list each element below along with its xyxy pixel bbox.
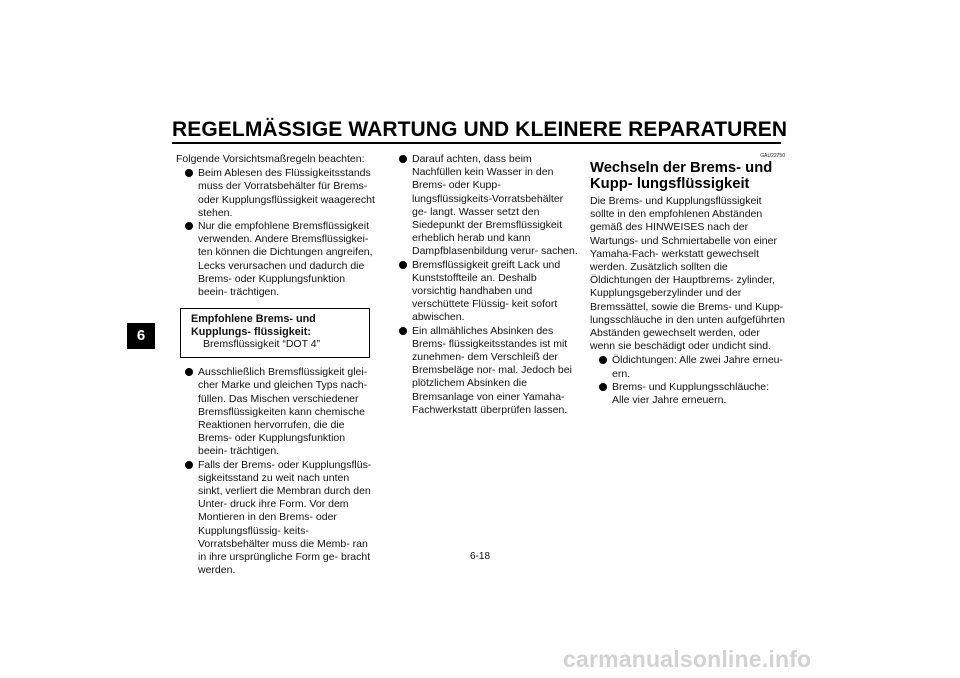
list-item: Ausschließlich Bremsflüssigkeit glei- cher Marke und gleichen Typs nach- füllen. Das Mischen verschiedener Bremsflüssigkeiten kann chemische Reaktionen hervorrufen, die die Brems- oder Kupplungsfunktion beein- trächtigen. (176, 366, 376, 458)
list-item: Darauf achten, dass beim Nachfüllen kein Wasser in den Brems- oder Kupp- lungsflüssigkeits-Vorratsbehälter ge- langt. Wasser setzt den Siedepunkt der Bremsflüssigkeit erheblich herab und kann Dampfblasenbildung verur- sachen. (390, 153, 578, 259)
list-item: Beim Ablesen des Flüssigkeitsstands muss der Vorratsbehälter für Brems- oder Kupplungsflüssigkeit waagerecht stehen. (176, 167, 376, 220)
precaution-list-3 (390, 153, 578, 417)
chapter-tab: 6 (127, 323, 155, 349)
bullet-icon (399, 327, 407, 335)
column-3 (590, 153, 785, 407)
bullet-icon (185, 169, 193, 177)
bullet-icon (599, 356, 607, 364)
bullet-icon (185, 368, 193, 376)
reference-code: GAU22750 (760, 153, 785, 159)
watermark-text: carmanualsonline.info (563, 646, 812, 672)
page-title: REGELMÄSSIGE WARTUNG UND KLEINERE REPARATUREN (172, 118, 788, 141)
list-item: Brems- und Kupplungsschläuche: Alle vier Jahre erneuern. (590, 381, 785, 407)
bullet-icon (399, 261, 407, 269)
intro-text: Folgende Vorsichtsmaßregeln beachten: (176, 153, 365, 165)
bullet-icon (399, 155, 407, 163)
bullet-icon (185, 222, 193, 230)
bullet-icon (599, 383, 607, 391)
bullet-icon (185, 461, 193, 469)
page-number: 6-18 (469, 551, 490, 562)
column-1 (176, 153, 376, 577)
section-paragraph: Die Brems- und Kupplungsflüssigkeit sollte in den empfohlenen Abständen gemäß des HINWEISES nach der Wartungs- und Schmiertabelle von einer Yamaha-Fach- werkstatt gewechselt werden. Zusätzlich sollten die Öldichtungen der Hauptbrems- zylinder, Kupplungsgeberzylinder und der Bremssättel, sowie die Brems- und Kupp- lungsschläuche in den unten aufgeführten Abständen gewechselt werden, oder wenn sie beschädigt oder undicht sind. (590, 195, 785, 353)
column-2 (390, 153, 578, 417)
precaution-list-2 (176, 366, 376, 577)
recommended-fluid-box (180, 308, 370, 358)
list-item: Nur die empfohlene Bremsflüssigkeit verwenden. Andere Bremsflüssigkei- ten können die Dichtungen angreifen, Lecks verursachen und dadurch die Brems- oder Kupplungsfunktion beein- trächtigen. (176, 220, 376, 299)
title-rule (172, 142, 781, 144)
list-item: Bremsflüssigkeit greift Lack und Kunststoffteile an. Deshalb vorsichtig handhaben und verschüttete Flüssig- keit sofort abwischen. (390, 259, 578, 325)
list-item: Öldichtungen: Alle zwei Jahre erneu- ern. (590, 354, 785, 380)
section-heading: Wechseln der Brems- und Kupp- lungsflüssigkeit (590, 160, 773, 192)
list-item: Ein allmähliches Absinken des Brems- flüssigkeitsstandes ist mit zunehmen- dem Verschleiß der Bremsbeläge nor- mal. Jedoch bei plötzlichem Absinken die Bremsanlage von einer Yamaha- Fachwerkstatt überprüfen lassen. (390, 325, 578, 417)
replacement-list (590, 354, 785, 407)
precaution-list-1 (176, 167, 376, 299)
list-item: Falls der Brems- oder Kupplungsflüs- sigkeitsstand zu weit nach unten sinkt, verliert die Membran durch den Unter- druck ihre Form. Vor dem Montieren in den Brems- oder Kupplungsflüssig- keits-Vorratsbehälter muss die Memb- ran in ihre ursprüngliche Form ge- bracht werden. (176, 459, 376, 578)
recommended-fluid-value: Bremsflüssigkeit “DOT 4” (203, 338, 321, 351)
recommended-fluid-title: Empfohlene Brems- und Kupplungs- flüssigkeit: (191, 313, 316, 338)
